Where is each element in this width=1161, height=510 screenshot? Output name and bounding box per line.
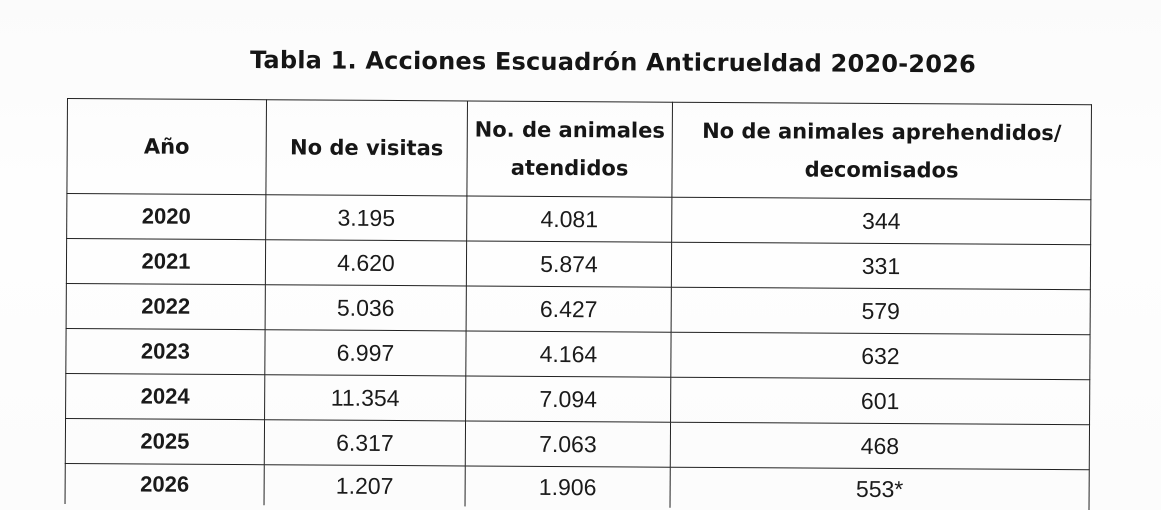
cell-visits: 6.997 (265, 330, 466, 376)
table-row (66, 283, 1090, 334)
table-row (65, 463, 1089, 510)
header-year: Año (67, 99, 267, 195)
cell-visits: 4.620 (265, 240, 466, 286)
cell-visits: 11.354 (265, 375, 466, 421)
cell-visits: 1.207 (264, 465, 465, 507)
table-row (66, 328, 1090, 379)
cell-year: 2021 (66, 239, 265, 285)
cell-year: 2022 (66, 283, 265, 329)
cell-year: 2023 (66, 328, 265, 374)
table-row (66, 373, 1090, 424)
cell-visits: 6.317 (264, 420, 465, 466)
cell-seized: 553* (670, 467, 1089, 510)
table-header (67, 99, 1092, 200)
header-visits: No de visitas (266, 100, 468, 196)
cell-seized: 468 (670, 422, 1089, 470)
cell-attended: 4.081 (467, 196, 672, 242)
cell-attended: 1.906 (465, 466, 670, 508)
cell-seized: 344 (672, 197, 1091, 245)
cell-seized: 632 (671, 332, 1090, 380)
header-row (67, 99, 1092, 200)
table-row (66, 239, 1090, 290)
cell-attended: 5.874 (466, 241, 671, 287)
cell-year: 2020 (67, 194, 266, 240)
cell-attended: 6.427 (466, 286, 671, 332)
cell-visits: 3.195 (266, 195, 467, 241)
table-row (67, 194, 1091, 245)
header-animals-seized: No de animales aprehendidos/ decomisados (672, 102, 1092, 200)
header-animals-attended: No. de animales atendidos (467, 101, 673, 197)
cell-seized: 331 (671, 242, 1090, 290)
cell-visits: 5.036 (265, 285, 466, 331)
cell-year: 2024 (66, 373, 265, 419)
cell-attended: 4.164 (466, 331, 671, 377)
cell-seized: 579 (671, 287, 1090, 335)
cell-year: 2025 (65, 418, 264, 464)
table-title: Tabla 1. Acciones Escuadrón Anticrueldad 2020-2026 (249, 45, 977, 79)
table-row (65, 418, 1089, 469)
table-body (65, 194, 1091, 510)
actions-table (65, 98, 1092, 510)
cell-attended: 7.094 (466, 376, 671, 422)
cell-year: 2026 (65, 463, 264, 505)
cell-seized: 601 (671, 377, 1090, 425)
cell-attended: 7.063 (465, 421, 670, 467)
